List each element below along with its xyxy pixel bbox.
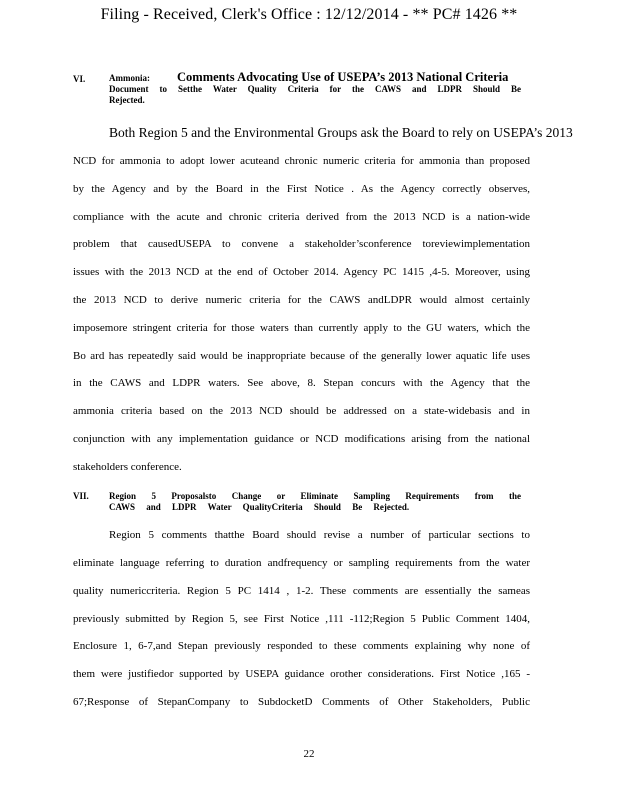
- text-line: in the CAWS and LDPR waters. See above, 8. Stepan concurs with the Agency that the: [73, 377, 530, 389]
- text-line: Both Region 5 and the Environmental Groups ask the Board to rely on USEPA’s 2013: [109, 125, 573, 140]
- text-line: previously submitted by Region 5, see First Notice ,111 -112;Region 5 Public Comment 1404,: [73, 613, 530, 625]
- section-heading-text: [109, 491, 521, 513]
- section-title-line: Document to Setthe Water Quality Criteria for the CAWS and LDPR Should Be: [109, 84, 521, 94]
- text-line: the 2013 NCD to derive numeric criteria for the CAWS andLDPR would almost certainly: [73, 294, 530, 306]
- section-title-line: Rejected.: [109, 95, 145, 105]
- section-number: VII.: [73, 491, 89, 501]
- section-number: VI.: [73, 74, 86, 84]
- text-line: NCD for ammonia to adopt lower acuteand chronic numeric criteria for ammonia than proposed: [73, 155, 530, 167]
- section-title: Comments Advocating Use of USEPA’s 2013 National Criteria: [177, 70, 509, 84]
- text-line: Region 5 comments thatthe Board should revise a number of particular sections to: [109, 529, 530, 541]
- section-title-line: Region 5 Proposalsto Change or Eliminate Sampling Requirements from the: [109, 491, 521, 501]
- text-line: them were justifiedor supported by USEPA guidance orother considerations. First Notice ,165 -: [73, 668, 530, 680]
- text-line: Bo ard has repeatedly said would be inappropriate because of the generally lower aquatic life uses: [73, 350, 530, 362]
- section-heading-text: [109, 72, 521, 106]
- section-title-line: CAWS and LDPR Water QualityCriteria Should Be Rejected.: [109, 502, 410, 512]
- text-line: compliance with the acute and chronic criteria derived from the 2013 NCD is a nation-wide: [73, 211, 530, 223]
- section-lead: Ammonia:: [109, 73, 150, 83]
- text-line: Enclosure 1, 6-7,and Stepan previously responded to these comments explaining why none of: [73, 640, 530, 652]
- text-line: stakeholders conference.: [73, 461, 182, 473]
- filing-header: Filing - Received, Clerk's Office : 12/12/2014 - ** PC# 1426 **: [100, 6, 518, 23]
- text-line: problem that causedUSEPA to convene a stakeholder’sconference toreviewimplementation: [73, 238, 530, 250]
- text-line: 67;Response of StepanCompany to SubdocketD Comments of Other Stakeholders, Public: [73, 696, 530, 708]
- page-number: 22: [303, 748, 315, 760]
- text-line: by the Agency and by the Board in the First Notice . As the Agency correctly observes,: [73, 183, 530, 195]
- text-line: ammonia criteria based on the 2013 NCD should be addressed on a state-widebasis and in: [73, 405, 530, 417]
- text-line: eliminate language referring to duration andfrequency or sampling requirements from the water: [73, 557, 530, 569]
- text-line: issues with the 2013 NCD at the end of October 2014. Agency PC 1415 ,4-5. Moreover, using: [73, 266, 530, 278]
- text-line: imposemore stringent criteria for those waters than currently apply to the GU waters, which the: [73, 322, 530, 334]
- text-line: quality numericcriteria. Region 5 PC 1414 , 1-2. These comments are essentially the sameas: [73, 585, 530, 597]
- text-line: conjunction with any implementation guidance or NCD modifications arising from the national: [73, 433, 530, 445]
